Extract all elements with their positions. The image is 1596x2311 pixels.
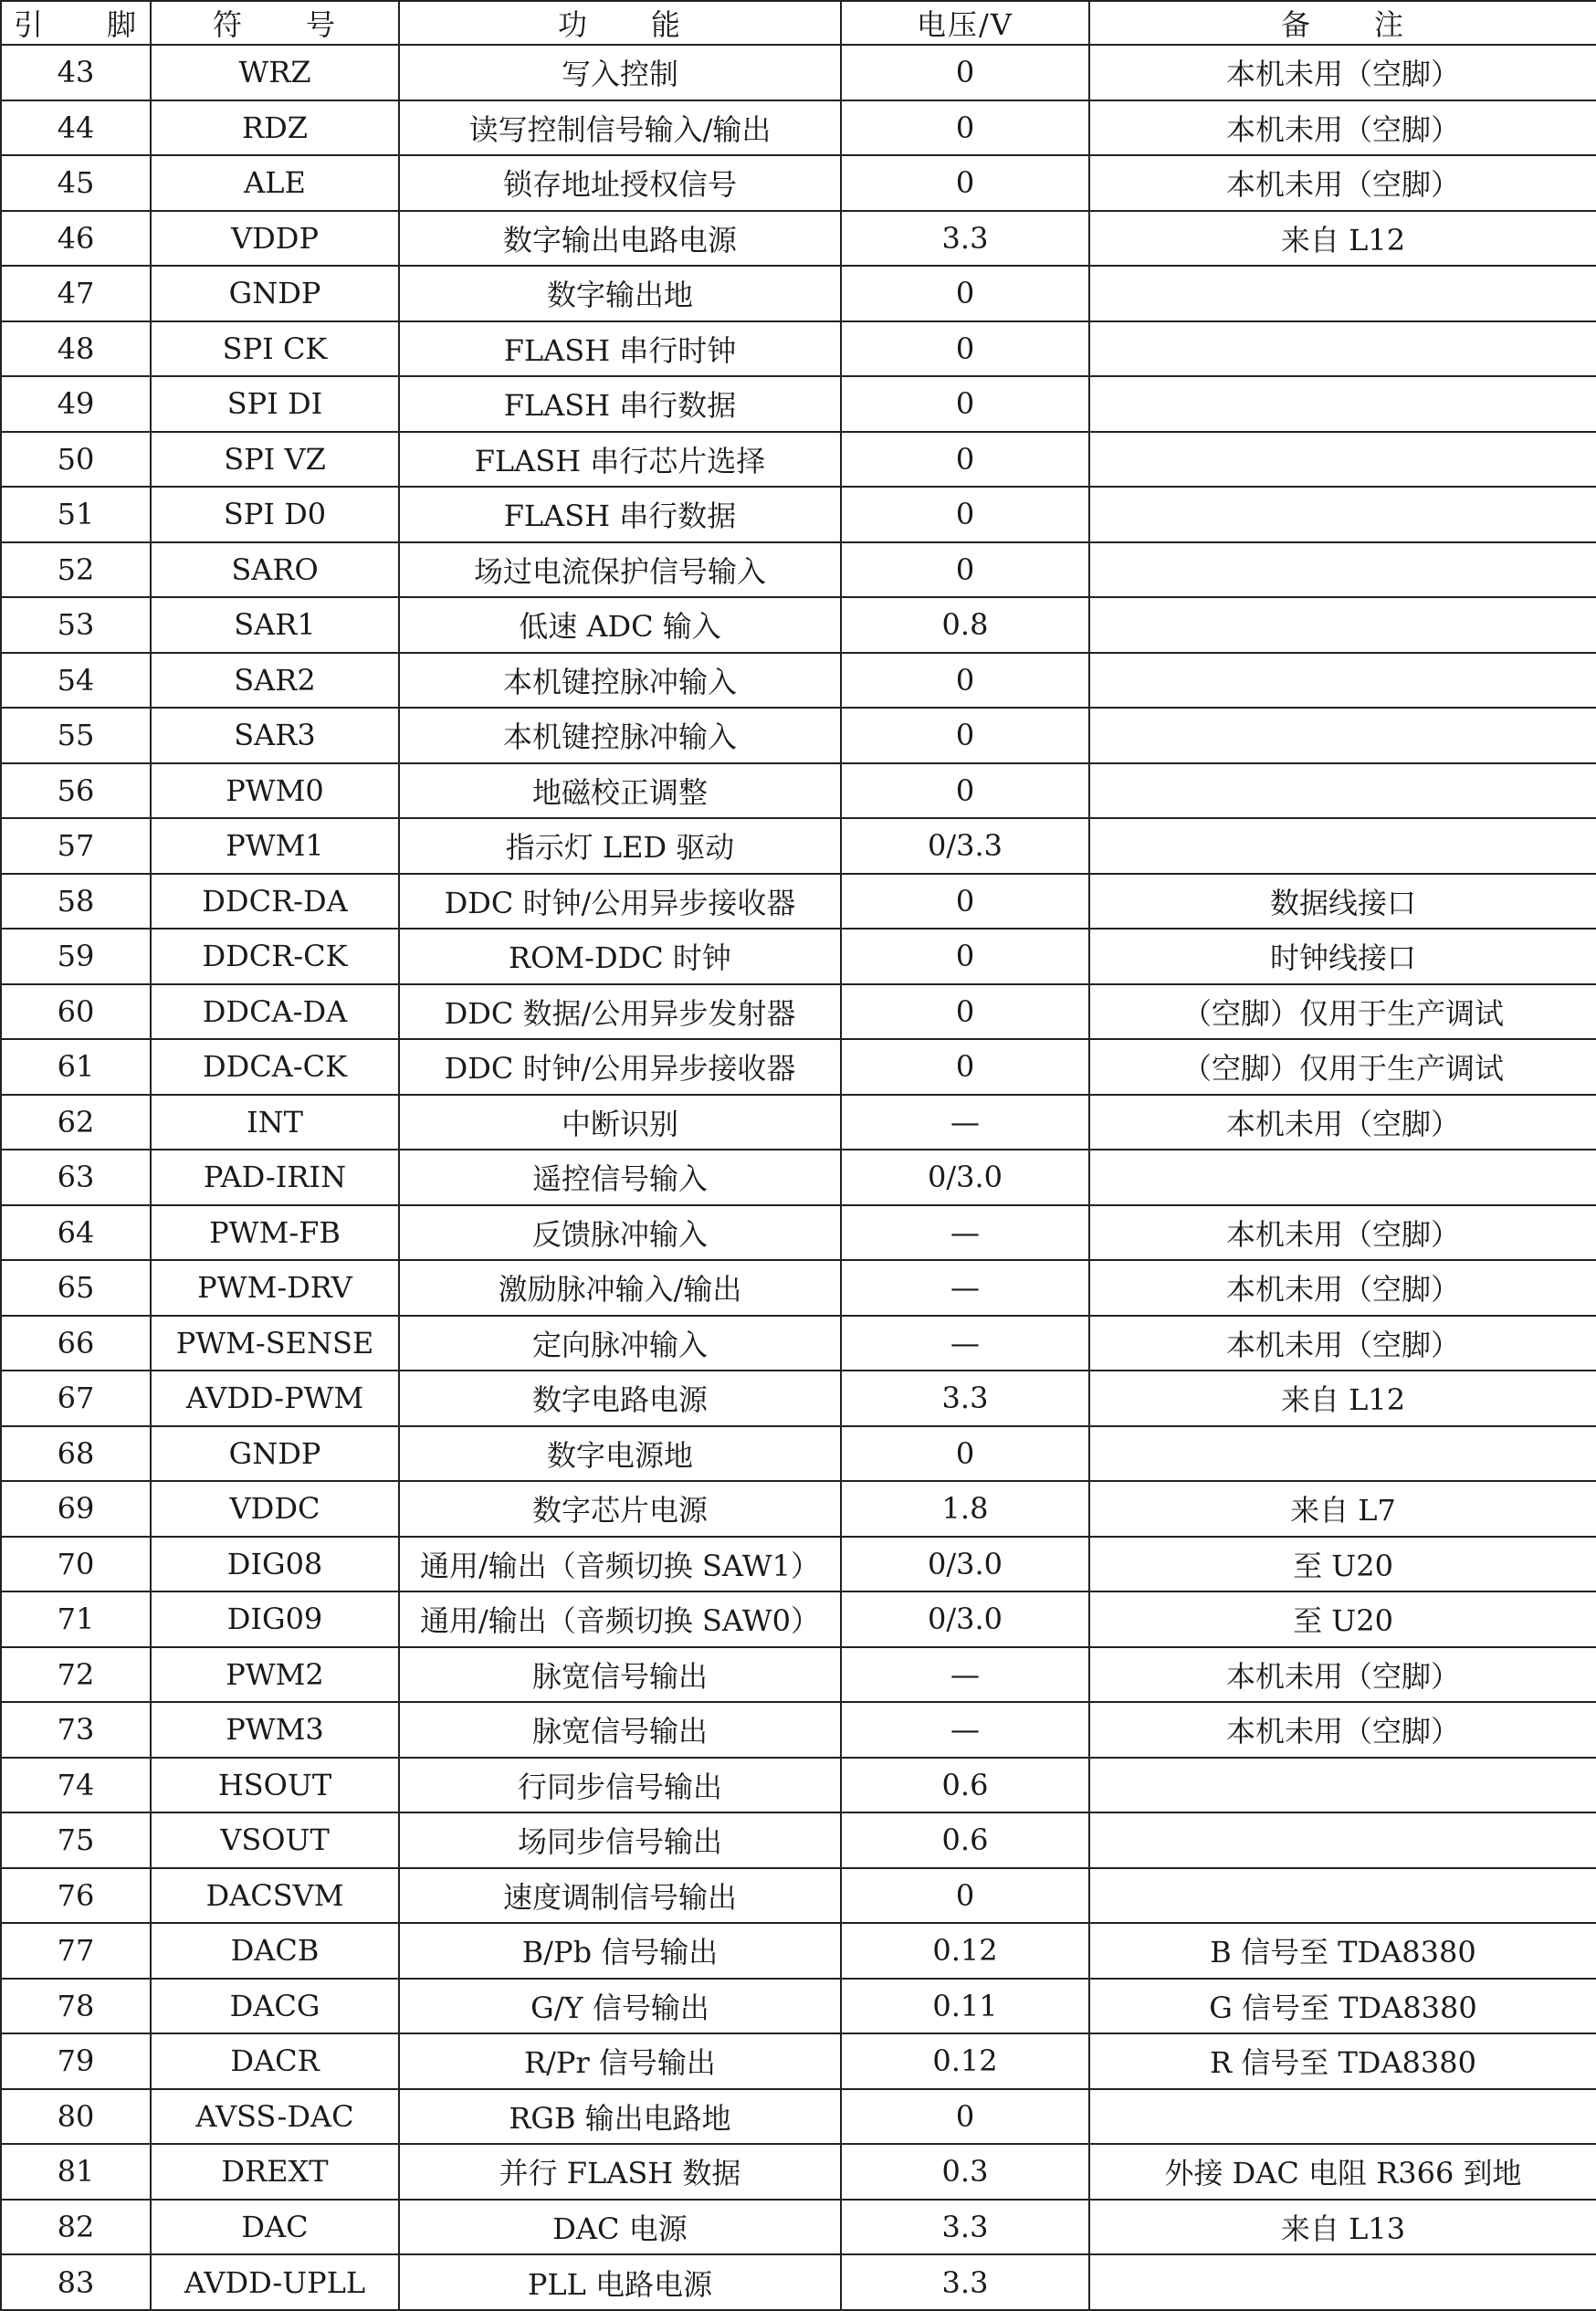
cell-pin: 50 — [1, 432, 151, 488]
cell-function: DDC 时钟/公用异步接收器 — [399, 1039, 841, 1095]
header-pin: 引 脚 — [1, 1, 151, 45]
table-row — [1, 708, 1596, 763]
table-row — [1, 1868, 1596, 1924]
cell-symbol: INT — [151, 1095, 399, 1150]
cell-note — [1089, 1758, 1596, 1813]
cell-voltage: 0 — [841, 376, 1089, 432]
cell-symbol: DAC — [151, 2200, 399, 2255]
table-body — [1, 45, 1596, 2310]
cell-pin: 63 — [1, 1150, 151, 1205]
table-row — [1, 1591, 1596, 1647]
cell-function: 脉宽信号输出 — [399, 1702, 841, 1758]
cell-function: DDC 数据/公用异步发射器 — [399, 984, 841, 1040]
cell-voltage: 3.3 — [841, 2200, 1089, 2255]
cell-symbol: SAR3 — [151, 708, 399, 763]
cell-voltage: 0 — [841, 1426, 1089, 1482]
cell-voltage: 0.3 — [841, 2144, 1089, 2200]
cell-note: 来自 L7 — [1089, 1481, 1596, 1537]
cell-note: （空脚）仅用于生产调试 — [1089, 1039, 1596, 1095]
table-row — [1, 597, 1596, 653]
cell-note — [1089, 597, 1596, 653]
cell-symbol: DACSVM — [151, 1868, 399, 1924]
cell-pin: 54 — [1, 653, 151, 709]
cell-voltage: 0 — [841, 653, 1089, 709]
cell-note: 本机未用（空脚） — [1089, 45, 1596, 100]
cell-pin: 66 — [1, 1316, 151, 1371]
cell-note: 本机未用（空脚） — [1089, 1647, 1596, 1703]
cell-symbol: DIG09 — [151, 1591, 399, 1647]
cell-voltage: 0.6 — [841, 1812, 1089, 1868]
cell-pin: 75 — [1, 1812, 151, 1868]
cell-symbol: DACG — [151, 1979, 399, 2034]
cell-function: 本机键控脉冲输入 — [399, 708, 841, 763]
table-row — [1, 1039, 1596, 1095]
cell-note — [1089, 1868, 1596, 1924]
cell-note: 外接 DAC 电阻 R366 到地 — [1089, 2144, 1596, 2200]
cell-note — [1089, 487, 1596, 542]
cell-symbol: DACR — [151, 2033, 399, 2089]
cell-symbol: PWM0 — [151, 763, 399, 819]
table-row — [1, 542, 1596, 598]
cell-function: FLASH 串行数据 — [399, 376, 841, 432]
cell-symbol: PWM3 — [151, 1702, 399, 1758]
cell-voltage: 0 — [841, 321, 1089, 377]
cell-voltage: 0 — [841, 763, 1089, 819]
cell-note: 数据线接口 — [1089, 874, 1596, 930]
cell-voltage: 0.12 — [841, 1923, 1089, 1979]
cell-note: B 信号至 TDA8380 — [1089, 1923, 1596, 1979]
cell-note: 来自 L12 — [1089, 211, 1596, 267]
cell-voltage: 0 — [841, 100, 1089, 156]
cell-voltage: 0 — [841, 266, 1089, 321]
cell-note: 本机未用（空脚） — [1089, 1205, 1596, 1261]
cell-voltage: 0/3.0 — [841, 1591, 1089, 1647]
cell-pin: 83 — [1, 2254, 151, 2310]
cell-pin: 64 — [1, 1205, 151, 1261]
cell-voltage: 0 — [841, 874, 1089, 930]
cell-voltage: 0/3.3 — [841, 818, 1089, 874]
cell-pin: 81 — [1, 2144, 151, 2200]
cell-function: 中断识别 — [399, 1095, 841, 1150]
cell-symbol: SPI VZ — [151, 432, 399, 488]
cell-pin: 80 — [1, 2089, 151, 2145]
cell-symbol: AVDD-UPLL — [151, 2254, 399, 2310]
table-row — [1, 1426, 1596, 1482]
cell-note — [1089, 321, 1596, 377]
cell-function: 数字输出电路电源 — [399, 211, 841, 267]
cell-voltage: 1.8 — [841, 1481, 1089, 1537]
cell-symbol: SAR1 — [151, 597, 399, 653]
cell-function: 场同步信号输出 — [399, 1812, 841, 1868]
cell-function: R/Pr 信号输出 — [399, 2033, 841, 2089]
cell-voltage: 0 — [841, 929, 1089, 984]
cell-function: DDC 时钟/公用异步接收器 — [399, 874, 841, 930]
cell-note: 来自 L13 — [1089, 2200, 1596, 2255]
cell-function: PLL 电路电源 — [399, 2254, 841, 2310]
cell-pin: 73 — [1, 1702, 151, 1758]
cell-pin: 60 — [1, 984, 151, 1040]
table-row — [1, 432, 1596, 488]
header-row — [1, 1, 1596, 45]
cell-voltage: 0 — [841, 2089, 1089, 2145]
cell-symbol: PAD-IRIN — [151, 1150, 399, 1205]
table-row — [1, 2200, 1596, 2255]
cell-pin: 44 — [1, 100, 151, 156]
cell-pin: 51 — [1, 487, 151, 542]
cell-pin: 49 — [1, 376, 151, 432]
cell-function: 地磁校正调整 — [399, 763, 841, 819]
cell-function: RGB 输出电路地 — [399, 2089, 841, 2145]
cell-symbol: VDDC — [151, 1481, 399, 1537]
cell-function: FLASH 串行芯片选择 — [399, 432, 841, 488]
header-function: 功 能 — [399, 1, 841, 45]
table-row — [1, 211, 1596, 267]
cell-pin: 67 — [1, 1371, 151, 1426]
cell-function: 数字输出地 — [399, 266, 841, 321]
table-row — [1, 1979, 1596, 2034]
cell-pin: 53 — [1, 597, 151, 653]
table-row — [1, 1481, 1596, 1537]
cell-function: DAC 电源 — [399, 2200, 841, 2255]
cell-note: 本机未用（空脚） — [1089, 1702, 1596, 1758]
table-row — [1, 1923, 1596, 1979]
cell-function: 反馈脉冲输入 — [399, 1205, 841, 1261]
cell-note — [1089, 542, 1596, 598]
cell-symbol: SARO — [151, 542, 399, 598]
header-symbol: 符 号 — [151, 1, 399, 45]
table-row — [1, 1812, 1596, 1868]
cell-function: 写入控制 — [399, 45, 841, 100]
cell-function: 低速 ADC 输入 — [399, 597, 841, 653]
header-note: 备 注 — [1089, 1, 1596, 45]
cell-symbol: HSOUT — [151, 1758, 399, 1813]
table-row — [1, 2033, 1596, 2089]
cell-function: 通用/输出（音频切换 SAW0） — [399, 1591, 841, 1647]
cell-function: 脉宽信号输出 — [399, 1647, 841, 1703]
cell-symbol: PWM-FB — [151, 1205, 399, 1261]
cell-symbol: PWM1 — [151, 818, 399, 874]
cell-function: 读写控制信号输入/输出 — [399, 100, 841, 156]
table-row — [1, 1537, 1596, 1592]
cell-symbol: ALE — [151, 155, 399, 211]
cell-function: ROM-DDC 时钟 — [399, 929, 841, 984]
cell-symbol: DDCR-CK — [151, 929, 399, 984]
cell-symbol: DACB — [151, 1923, 399, 1979]
cell-voltage: 0 — [841, 1039, 1089, 1095]
cell-voltage: 0/3.0 — [841, 1537, 1089, 1592]
cell-symbol: DDCR-DA — [151, 874, 399, 930]
cell-function: 锁存地址授权信号 — [399, 155, 841, 211]
cell-voltage: 0.12 — [841, 2033, 1089, 2089]
cell-note — [1089, 2254, 1596, 2310]
cell-note — [1089, 653, 1596, 709]
cell-note: 本机未用（空脚） — [1089, 100, 1596, 156]
cell-note — [1089, 1426, 1596, 1482]
table-row — [1, 1371, 1596, 1426]
cell-voltage: 0.8 — [841, 597, 1089, 653]
table-row — [1, 1758, 1596, 1813]
table-row — [1, 266, 1596, 321]
cell-pin: 79 — [1, 2033, 151, 2089]
cell-symbol: DREXT — [151, 2144, 399, 2200]
cell-note: 来自 L12 — [1089, 1371, 1596, 1426]
cell-note: （空脚）仅用于生产调试 — [1089, 984, 1596, 1040]
table-row — [1, 2089, 1596, 2145]
table-row — [1, 100, 1596, 156]
table-row — [1, 487, 1596, 542]
cell-note — [1089, 2089, 1596, 2145]
cell-function: 速度调制信号输出 — [399, 1868, 841, 1924]
cell-symbol: SPI DI — [151, 376, 399, 432]
cell-symbol: GNDP — [151, 1426, 399, 1482]
table-row — [1, 653, 1596, 709]
cell-pin: 47 — [1, 266, 151, 321]
cell-note — [1089, 763, 1596, 819]
cell-note — [1089, 818, 1596, 874]
cell-symbol: SAR2 — [151, 653, 399, 709]
table-row — [1, 1260, 1596, 1316]
cell-pin: 43 — [1, 45, 151, 100]
table-row — [1, 818, 1596, 874]
cell-pin: 62 — [1, 1095, 151, 1150]
cell-pin: 68 — [1, 1426, 151, 1482]
cell-function: 场过电流保护信号输入 — [399, 542, 841, 598]
cell-voltage: 3.3 — [841, 1371, 1089, 1426]
cell-symbol: WRZ — [151, 45, 399, 100]
table-row — [1, 2254, 1596, 2310]
cell-function: 本机键控脉冲输入 — [399, 653, 841, 709]
cell-voltage: 0 — [841, 1868, 1089, 1924]
table-row — [1, 1316, 1596, 1371]
cell-pin: 55 — [1, 708, 151, 763]
cell-pin: 82 — [1, 2200, 151, 2255]
cell-note — [1089, 1812, 1596, 1868]
cell-symbol: VSOUT — [151, 1812, 399, 1868]
table-row — [1, 155, 1596, 211]
cell-pin: 77 — [1, 1923, 151, 1979]
cell-function: B/Pb 信号输出 — [399, 1923, 841, 1979]
cell-symbol: DIG08 — [151, 1537, 399, 1592]
cell-note: 至 U20 — [1089, 1591, 1596, 1647]
cell-function: 定向脉冲输入 — [399, 1316, 841, 1371]
cell-function: 并行 FLASH 数据 — [399, 2144, 841, 2200]
cell-symbol: VDDP — [151, 211, 399, 267]
cell-symbol: PWM-SENSE — [151, 1316, 399, 1371]
cell-note: 本机未用（空脚） — [1089, 1095, 1596, 1150]
cell-symbol: PWM-DRV — [151, 1260, 399, 1316]
cell-voltage: 0 — [841, 542, 1089, 598]
cell-note — [1089, 1150, 1596, 1205]
cell-pin: 71 — [1, 1591, 151, 1647]
table-row — [1, 763, 1596, 819]
cell-note: 时钟线接口 — [1089, 929, 1596, 984]
cell-voltage: 3.3 — [841, 2254, 1089, 2310]
cell-voltage: 0.11 — [841, 1979, 1089, 2034]
cell-voltage: — — [841, 1647, 1089, 1703]
cell-function: 遥控信号输入 — [399, 1150, 841, 1205]
cell-pin: 48 — [1, 321, 151, 377]
cell-function: 数字电源地 — [399, 1426, 841, 1482]
cell-pin: 56 — [1, 763, 151, 819]
cell-pin: 57 — [1, 818, 151, 874]
cell-note — [1089, 708, 1596, 763]
table-row — [1, 984, 1596, 1040]
cell-pin: 69 — [1, 1481, 151, 1537]
cell-note: G 信号至 TDA8380 — [1089, 1979, 1596, 2034]
table-row — [1, 1702, 1596, 1758]
cell-pin: 58 — [1, 874, 151, 930]
cell-symbol: DDCA-CK — [151, 1039, 399, 1095]
cell-pin: 74 — [1, 1758, 151, 1813]
cell-voltage: — — [841, 1702, 1089, 1758]
cell-symbol: SPI CK — [151, 321, 399, 377]
cell-pin: 65 — [1, 1260, 151, 1316]
cell-symbol: AVDD-PWM — [151, 1371, 399, 1426]
cell-voltage: 0.6 — [841, 1758, 1089, 1813]
cell-note — [1089, 432, 1596, 488]
cell-function: 指示灯 LED 驱动 — [399, 818, 841, 874]
cell-note — [1089, 266, 1596, 321]
cell-voltage: — — [841, 1205, 1089, 1261]
table-row — [1, 45, 1596, 100]
cell-note: 本机未用（空脚） — [1089, 1316, 1596, 1371]
cell-voltage: 0 — [841, 708, 1089, 763]
table-row — [1, 874, 1596, 930]
cell-symbol: RDZ — [151, 100, 399, 156]
cell-function: FLASH 串行数据 — [399, 487, 841, 542]
cell-function: 激励脉冲输入/输出 — [399, 1260, 841, 1316]
cell-function: 数字芯片电源 — [399, 1481, 841, 1537]
table-row — [1, 2144, 1596, 2200]
table-row — [1, 1205, 1596, 1261]
cell-function: G/Y 信号输出 — [399, 1979, 841, 2034]
table-row — [1, 1647, 1596, 1703]
table-row — [1, 321, 1596, 377]
cell-voltage: — — [841, 1316, 1089, 1371]
cell-pin: 52 — [1, 542, 151, 598]
cell-function: 通用/输出（音频切换 SAW1） — [399, 1537, 841, 1592]
cell-symbol: AVSS-DAC — [151, 2089, 399, 2145]
cell-symbol: SPI D0 — [151, 487, 399, 542]
cell-voltage: — — [841, 1095, 1089, 1150]
cell-voltage: 0/3.0 — [841, 1150, 1089, 1205]
cell-pin: 59 — [1, 929, 151, 984]
cell-pin: 72 — [1, 1647, 151, 1703]
table-row — [1, 1095, 1596, 1150]
cell-pin: 45 — [1, 155, 151, 211]
cell-voltage: 0 — [841, 155, 1089, 211]
table-row — [1, 376, 1596, 432]
cell-voltage: 0 — [841, 984, 1089, 1040]
cell-pin: 78 — [1, 1979, 151, 2034]
cell-pin: 61 — [1, 1039, 151, 1095]
cell-symbol: GNDP — [151, 266, 399, 321]
cell-pin: 76 — [1, 1868, 151, 1924]
cell-symbol: PWM2 — [151, 1647, 399, 1703]
header-voltage: 电压/V — [841, 1, 1089, 45]
cell-pin: 46 — [1, 211, 151, 267]
cell-function: FLASH 串行时钟 — [399, 321, 841, 377]
cell-voltage: 3.3 — [841, 211, 1089, 267]
cell-function: 行同步信号输出 — [399, 1758, 841, 1813]
cell-voltage: 0 — [841, 487, 1089, 542]
table-row — [1, 1150, 1596, 1205]
cell-note — [1089, 376, 1596, 432]
cell-symbol: DDCA-DA — [151, 984, 399, 1040]
cell-voltage: — — [841, 1260, 1089, 1316]
cell-note: 本机未用（空脚） — [1089, 155, 1596, 211]
table-row — [1, 929, 1596, 984]
cell-note: R 信号至 TDA8380 — [1089, 2033, 1596, 2089]
cell-pin: 70 — [1, 1537, 151, 1592]
cell-note: 本机未用（空脚） — [1089, 1260, 1596, 1316]
cell-note: 至 U20 — [1089, 1537, 1596, 1592]
cell-voltage: 0 — [841, 45, 1089, 100]
cell-voltage: 0 — [841, 432, 1089, 488]
cell-function: 数字电路电源 — [399, 1371, 841, 1426]
